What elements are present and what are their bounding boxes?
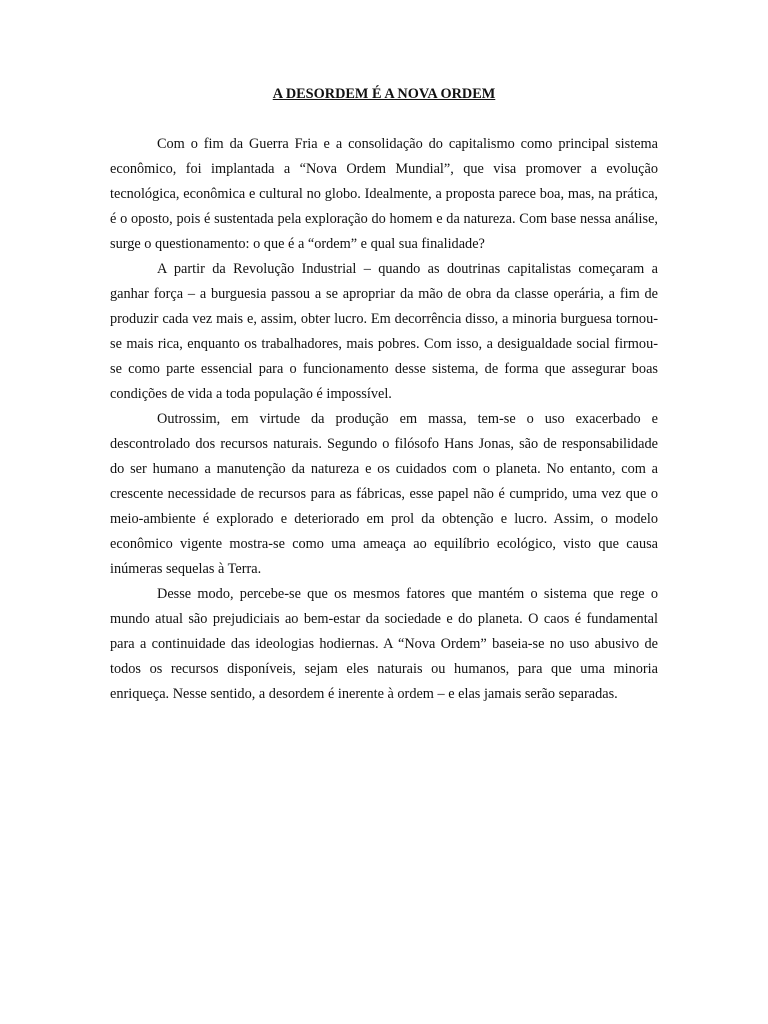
paragraph-introduction: Com o fim da Guerra Fria e a consolidação do capitalismo como principal sistema econômico, foi implantada a “Nova Ordem Mundial”, que visa promover a evolução tecnológica, econômica e cultural no globo. Idealmente, a proposta parece boa, mas, na prática, é o oposto, pois é sustentada pela exploração do homem e da natureza. Com base nessa análise, surge o questionamento: o que é a “ordem” e qual sua finalidade?	[110, 136, 658, 252]
paragraph-development-2: Outrossim, em virtude da produção em massa, tem-se o uso exacerbado e descontrolado dos recursos naturais. Segundo o filósofo Hans Jonas, são de responsabilidade do ser humano a manutenção da natureza e os cuidados com o planeta. No entanto, com a crescente necessidade de recursos para as fábricas, esse papel não é cumprido, uma vez que o meio-ambiente é explorado e deteriorado em prol da obtenção e lucro. Assim, o modelo econômico vigente mostra-se como uma ameaça ao equilíbrio ecológico, visto que causa inúmeras sequelas à Terra.	[110, 411, 658, 577]
paragraph-development-1: A partir da Revolução Industrial – quando as doutrinas capitalistas começaram a ganhar força – a burguesia passou a se apropriar da mão de obra da classe operária, a fim de produzir cada vez mais e, assim, obter lucro. Em decorrência disso, a minoria burguesa tornou-se mais rica, enquanto os trabalhadores, mais pobres. Com isso, a desigualdade social firmou-se como parte essencial para o funcionamento desse sistema, de forma que assegurar boas condições de vida a toda população é impossível.	[110, 261, 658, 402]
document-page	[110, 82, 658, 707]
document-title: A DESORDEM É A NOVA ORDEM	[272, 86, 496, 102]
paragraph-conclusion: Desse modo, percebe-se que os mesmos fatores que mantém o sistema que rege o mundo atual são prejudiciais ao bem-estar da sociedade e do planeta. O caos é fundamental para a continuidade das ideologias hodiernas. A “Nova Ordem” baseia-se no uso abusivo de todos os recursos disponíveis, sejam eles naturais ou humanos, para que uma minoria enriqueça. Nesse sentido, a desordem é inerente à ordem – e elas jamais serão separadas.	[110, 586, 658, 702]
